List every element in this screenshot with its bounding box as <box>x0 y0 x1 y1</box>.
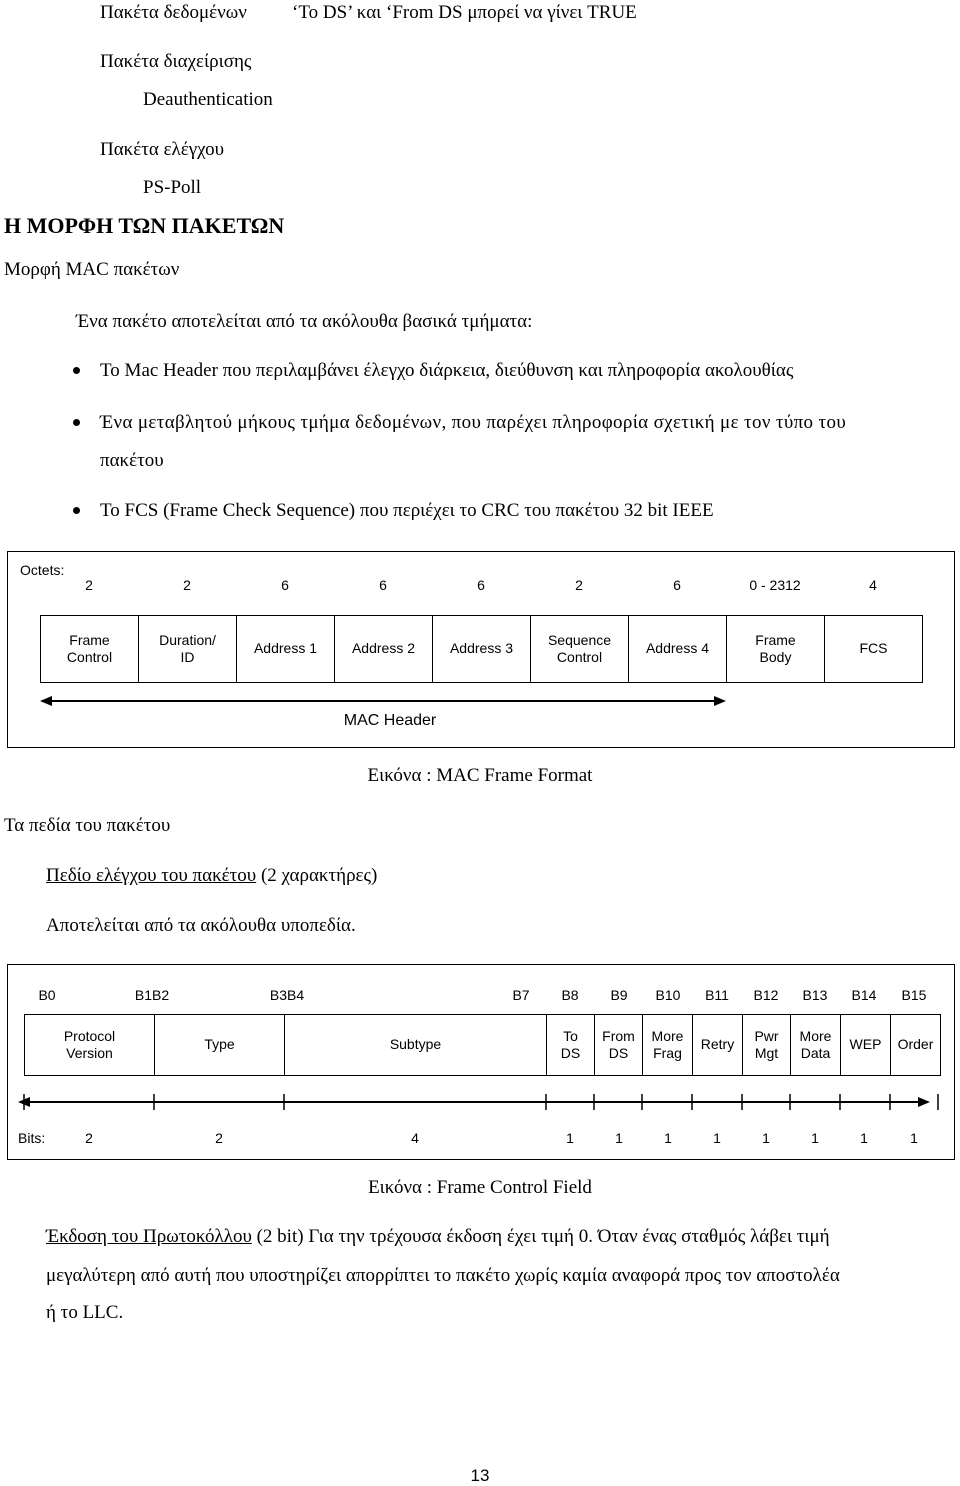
bit-position: B14 <box>851 987 877 1003</box>
fc-field-line2: DS <box>608 1045 629 1061</box>
bullet-data-part-cont: πακέτου <box>100 450 164 471</box>
fc-field-label <box>64 1028 115 1063</box>
mac-field-line1: Frame <box>755 631 796 648</box>
mac-field-line1: Sequence <box>547 631 612 648</box>
mac-field-line1: FCS <box>859 640 888 657</box>
fc-field-line2: Frag <box>653 1045 682 1061</box>
mac-field-cell <box>824 615 923 683</box>
intro-text: Ένα πακέτο αποτελείται από τα ακόλουθα βασικά τμήματα: <box>76 311 533 332</box>
bit-position: B8 <box>561 987 579 1003</box>
fc-field-label <box>850 1036 882 1054</box>
bit-position: B15 <box>901 987 927 1003</box>
fc-field-line2: Mgt <box>754 1045 779 1061</box>
management-packets-label: Πακέτα διαχείρισης <box>100 51 252 72</box>
fc-field-label <box>602 1028 635 1063</box>
fc-field-cell <box>692 1014 743 1076</box>
fc-field-line1: More <box>799 1027 832 1044</box>
protocol-version-link: Έκδοση του Πρωτοκόλλου <box>46 1226 252 1247</box>
fc-field-label <box>800 1028 832 1063</box>
protocol-version-text: (2 bit) Για την τρέχουσα έκδοση έχει τιμή 0. Όταν ένας σταθμός λάβει τιμή <box>251 1226 830 1247</box>
bit-width: 1 <box>713 1130 721 1146</box>
fc-field-line1: Subtype <box>389 1036 442 1053</box>
data-packets-label: Πακέτα δεδομένων <box>100 2 247 23</box>
fc-bits-arrows <box>0 1090 960 1120</box>
fields-title: Τα πεδία του πακέτου <box>4 815 171 836</box>
protocol-version-line2: μεγαλύτερη από αυτή που υποστηρίζει απορρίπτει το πακέτο χωρίς καμία αναφορά προς τον αποστολέα <box>46 1265 840 1286</box>
mac-field-cell <box>236 615 335 683</box>
bit-width: 1 <box>762 1130 770 1146</box>
frame-control-link: Πεδίο ελέγχου του πακέτου <box>46 865 257 886</box>
fc-field-line1: Pwr <box>754 1027 779 1044</box>
mac-field-cell <box>432 615 531 683</box>
fc-field-line1: More <box>651 1027 684 1044</box>
mac-field-cell <box>334 615 433 683</box>
bit-position: B3B4 <box>269 987 305 1003</box>
fc-field-cell <box>790 1014 841 1076</box>
bit-position: B13 <box>802 987 828 1003</box>
mac-field-line1: Address 2 <box>351 640 416 657</box>
octet-size: 2 <box>85 577 93 593</box>
fc-field-line1: Protocol <box>63 1027 116 1044</box>
data-packets-note: ‘To DS’ και ‘From DS μπορεί να γίνει TRUE <box>292 2 637 23</box>
mac-field-cell <box>628 615 727 683</box>
section-title: Η ΜΟΡΦΗ ΤΩΝ ΠΑΚΕΤΩΝ <box>4 213 285 238</box>
fc-field-line1: Order <box>897 1036 934 1053</box>
fc-field-cell <box>154 1014 285 1076</box>
bit-position: B0 <box>38 987 56 1003</box>
octet-size: 6 <box>379 577 387 593</box>
fc-caption: Εικόνα : Frame Control Field <box>368 1177 592 1198</box>
bit-width: 1 <box>910 1130 918 1146</box>
mac-field-line1: Frame <box>69 631 110 648</box>
mac-field-cell <box>138 615 237 683</box>
mac-field-line2: Control <box>66 649 113 665</box>
fc-field-label <box>754 1028 778 1063</box>
mac-field-label <box>450 640 513 658</box>
bit-width: 2 <box>215 1130 223 1146</box>
frame-control-description <box>46 866 377 885</box>
fc-field-cell <box>642 1014 693 1076</box>
bit-width: 1 <box>566 1130 574 1146</box>
mac-field-line1: Address 3 <box>449 640 514 657</box>
bit-width: 1 <box>811 1130 819 1146</box>
fc-field-cell <box>284 1014 547 1076</box>
mac-field-cell <box>530 615 629 683</box>
bullet-dot <box>73 419 80 426</box>
bit-position: B1B2 <box>134 987 170 1003</box>
mac-frame-caption: Εικόνα : MAC Frame Format <box>367 765 593 786</box>
protocol-version-line3: ή το LLC. <box>46 1302 124 1323</box>
bit-position: B10 <box>655 987 681 1003</box>
section-subtitle: Μορφή MAC πακέτων <box>4 259 180 280</box>
fc-field-label <box>390 1036 441 1054</box>
bullet-fcs: To FCS (Frame Check Sequence) που περιέχει το CRC του πακέτου 32 bit IEEE <box>100 500 714 521</box>
bit-position: B12 <box>753 987 779 1003</box>
fc-field-cell <box>840 1014 891 1076</box>
fc-field-label <box>898 1036 934 1054</box>
page-number: 13 <box>470 1466 490 1485</box>
mac-field-line2: Control <box>556 649 603 665</box>
bit-position: B9 <box>610 987 628 1003</box>
fc-field-cell <box>742 1014 791 1076</box>
management-example: Deauthentication <box>143 89 273 110</box>
mac-field-line1: Address 4 <box>645 640 710 657</box>
mac-field-label <box>159 632 216 667</box>
fc-field-line1: To <box>563 1027 578 1044</box>
mac-field-label <box>646 640 709 658</box>
mac-field-line1: Duration/ <box>159 631 216 648</box>
octet-size: 6 <box>477 577 485 593</box>
bit-width: 4 <box>411 1130 419 1146</box>
mac-field-cell <box>726 615 825 683</box>
mac-header-label: MAC Header <box>343 712 437 729</box>
mac-field-label <box>352 640 415 658</box>
mac-header-arrow <box>0 690 960 720</box>
fc-field-cell <box>890 1014 941 1076</box>
bit-position: B11 <box>705 987 729 1003</box>
octet-size: 2 <box>183 577 191 593</box>
mac-field-line2: ID <box>180 649 195 665</box>
fc-field-line1: Retry <box>700 1036 735 1053</box>
control-example: PS-Poll <box>143 177 202 198</box>
mac-field-label <box>254 640 317 658</box>
bullet-dot <box>73 367 80 374</box>
mac-field-cell <box>40 615 139 683</box>
fc-field-label <box>561 1028 580 1063</box>
fc-field-cell <box>546 1014 595 1076</box>
protocol-version-line1 <box>46 1227 830 1246</box>
fc-field-label <box>701 1036 734 1054</box>
fc-field-line2: Version <box>66 1045 113 1061</box>
bit-width: 1 <box>664 1130 672 1146</box>
bit-width: 1 <box>860 1130 868 1146</box>
bit-width: 1 <box>615 1130 623 1146</box>
mac-field-line1: Address 1 <box>253 640 318 657</box>
octet-size: 0 - 2312 <box>749 577 801 593</box>
fc-field-label <box>204 1036 234 1054</box>
octet-size: 6 <box>673 577 681 593</box>
fc-field-line2: DS <box>560 1045 581 1061</box>
frame-control-subfields-intro: Αποτελείται από τα ακόλουθα υποπεδία. <box>46 915 356 936</box>
control-packets-label: Πακέτα ελέγχου <box>100 139 225 160</box>
bit-position: B7 <box>512 987 530 1003</box>
fc-field-line2: Data <box>800 1045 831 1061</box>
fc-field-cell <box>594 1014 643 1076</box>
bits-label: Bits: <box>18 1130 46 1146</box>
mac-field-label <box>860 640 888 658</box>
bit-width: 2 <box>85 1130 93 1146</box>
fc-field-cell <box>24 1014 155 1076</box>
fc-field-line1: Type <box>204 1036 235 1053</box>
mac-field-line2: Body <box>759 649 792 665</box>
octet-size: 6 <box>281 577 289 593</box>
octets-label: Octets: <box>20 562 65 578</box>
mac-field-label <box>67 632 112 667</box>
octet-size: 4 <box>869 577 877 593</box>
fc-field-line1: WEP <box>849 1036 882 1053</box>
fc-field-line1: From <box>602 1027 635 1044</box>
bullet-data-part: Ένα μεταβλητού μήκους τμήμα δεδομένων, που παρέχει πληροφορία σχετική με τον τύπο του <box>100 412 847 433</box>
octet-size: 2 <box>575 577 583 593</box>
bullet-dot <box>73 507 80 514</box>
bullet-mac-header: Το Mac Header που περιλαμβάνει έλεγχο διάρκεια, διεύθυνση και πληροφορία ακολουθίας <box>100 360 794 381</box>
fc-field-label <box>652 1028 684 1063</box>
frame-control-size: (2 χαρακτήρες) <box>256 865 378 886</box>
mac-field-label <box>755 632 795 667</box>
mac-field-label <box>548 632 611 667</box>
